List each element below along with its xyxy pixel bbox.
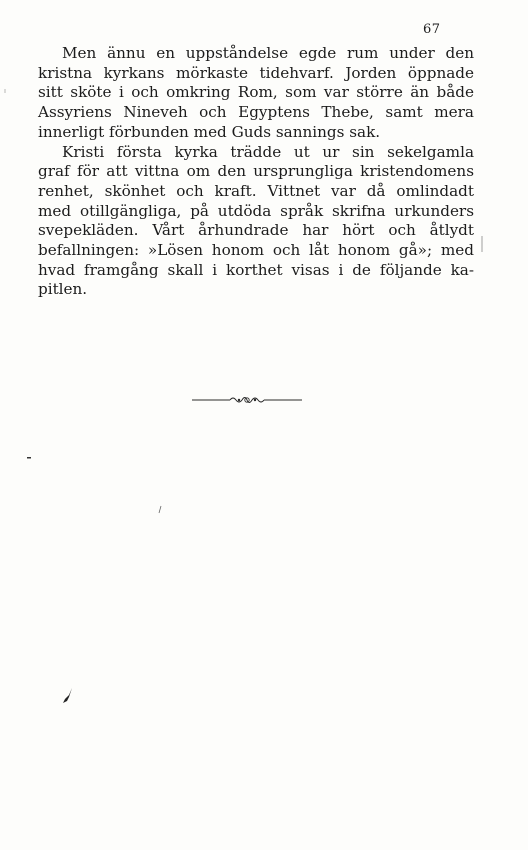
section-divider-ornament <box>192 390 302 410</box>
ink-speck <box>157 505 163 515</box>
text-line: Men ännu en uppståndelse egde rum under den <box>62 44 474 62</box>
margin-mark <box>479 234 485 254</box>
text-line: hvad framgång skall i korthet visas i de följande ka- <box>38 260 474 279</box>
ink-mark <box>60 686 76 708</box>
text-line: renhet, skönhet och kraft. Vittnet var då omlindadt <box>38 181 474 200</box>
text-line: sitt sköte i och omkring Rom, som var större än både <box>38 83 474 102</box>
text-line: med otillgängliga, på utdöda språk skrifna urkunders <box>38 201 474 220</box>
text-line: svepekläden. Vårt århundrade har hört och åtlydt <box>38 221 474 240</box>
text-line: befallningen: »Lösen honom och låt honom gå»; med <box>38 241 474 260</box>
body-text <box>38 44 474 300</box>
margin-mark <box>2 88 8 94</box>
text-line: graf för att vittna om den ursprungliga kristendomens <box>38 162 474 181</box>
ink-speck <box>26 455 34 461</box>
text-line: Kristi första kyrka trädde ut ur sin sekelgamla <box>62 142 474 161</box>
paragraph <box>38 143 474 301</box>
text-line: kristna kyrkans mörkaste tidehvarf. Jorden öppnade <box>38 63 474 82</box>
page-number: 67 <box>423 22 441 37</box>
text-line: pitlen. <box>38 280 88 299</box>
text-line: innerligt förbunden med Guds sannings sak. <box>38 122 381 141</box>
paragraph <box>38 44 474 143</box>
text-line: Assyriens Nineveh och Egyptens Thebe, samt mera <box>38 103 474 122</box>
